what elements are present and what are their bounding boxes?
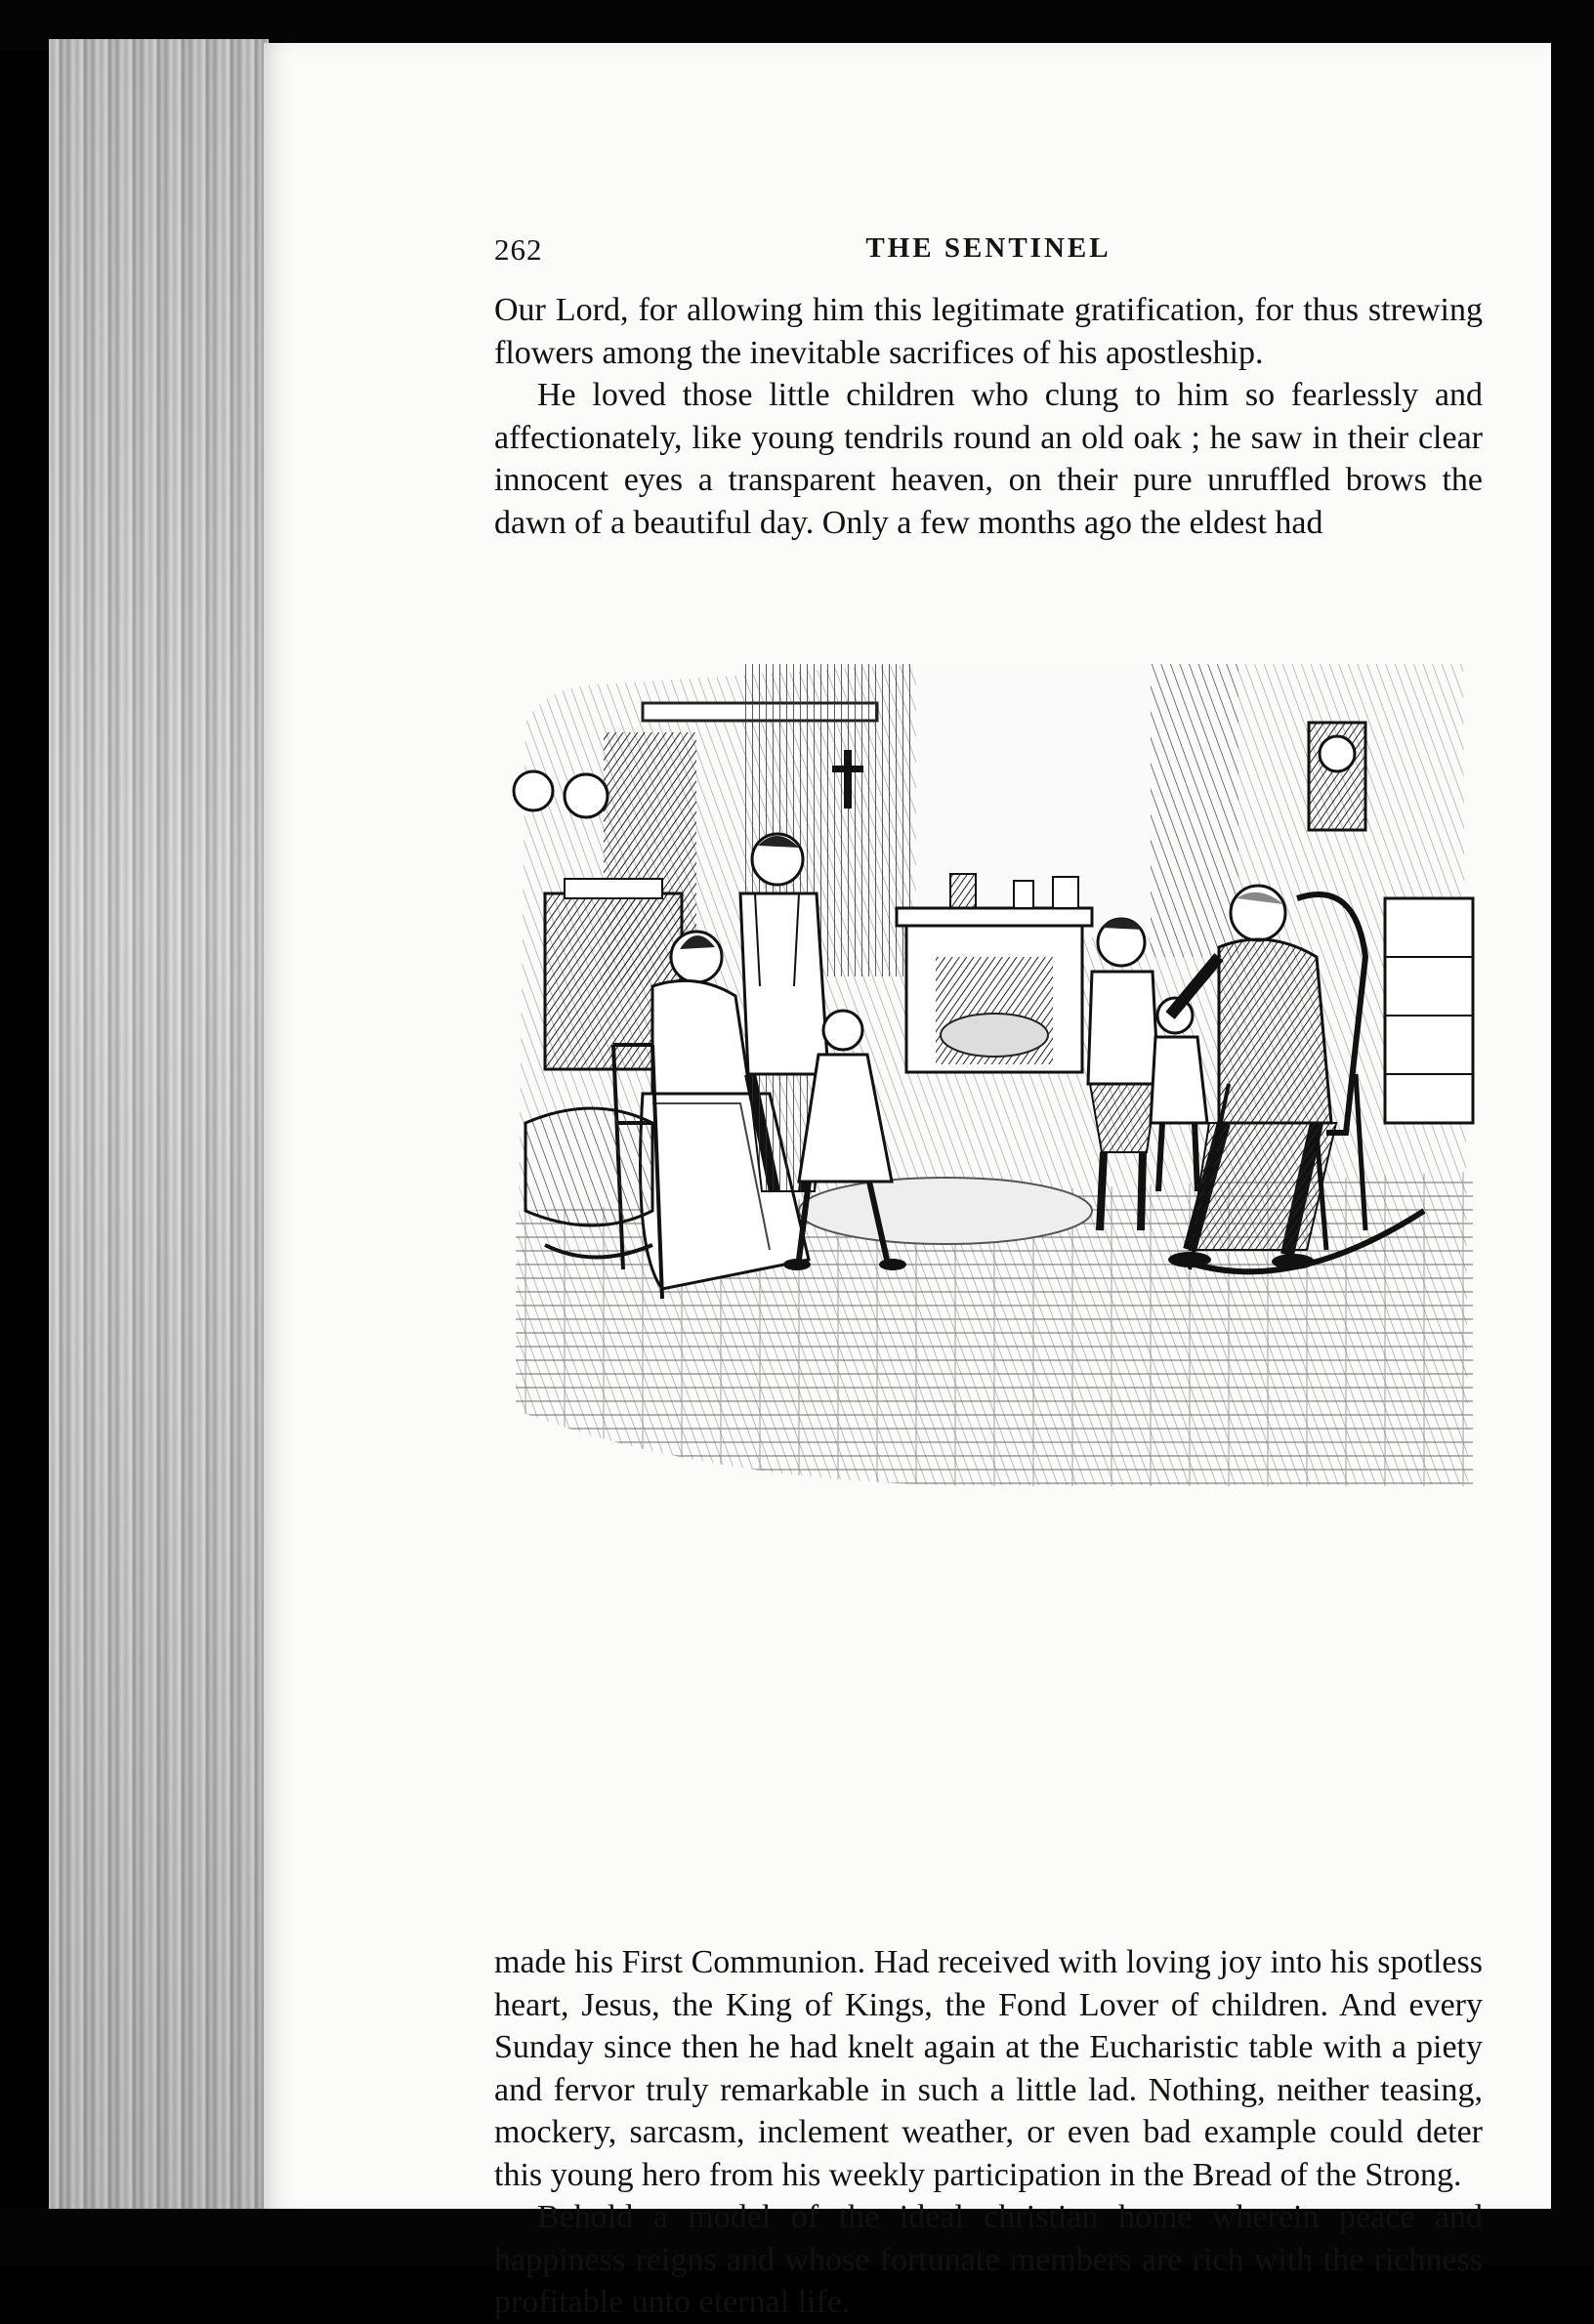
running-title: THE SENTINEL (865, 232, 1112, 264)
paragraph: Our Lord, for allowing him this legitimate gratification, for thus strewing flowers among the inevitable sacrifices of his apostleship. (494, 292, 1483, 371)
family-scene-illustration (506, 664, 1483, 1486)
paragraph: Behold a model of the ideal christian home wherein peace and happiness reigns and whose fortunate members are rich with the richness profitable unto eternal life. (494, 2199, 1483, 2320)
paragraph: He loved those little children who clung to him so fearlessly and affectionately, like young tendrils round an old oak ; he saw in their clear innocent eyes a transparent heaven, on their pure unruffled brows the dawn of a beautiful day. Only a few months ago the eldest had (494, 377, 1483, 541)
paragraph: made his First Communion. Had received with loving joy into his spotless heart, Jesus, the King of Kings, the Fond Lover of children. And every Sunday since then he had knelt again at the Eucharistic table with a piety and fervor truly remarkable in such a little lad. Nothing, neither teasing, mockery, sarcasm, inclement weather, or even bad example could deter this young hero from his weekly participation in the Bread of the Strong. (494, 1944, 1483, 2193)
book-page-edges (49, 39, 269, 2215)
family-scene-icon (506, 664, 1483, 1486)
text-block-bottom (494, 1941, 1483, 2324)
page-number: 262 (494, 232, 543, 267)
text-block-top (494, 289, 1483, 544)
scan-border-right (1551, 0, 1594, 2265)
page-header (494, 232, 1483, 275)
